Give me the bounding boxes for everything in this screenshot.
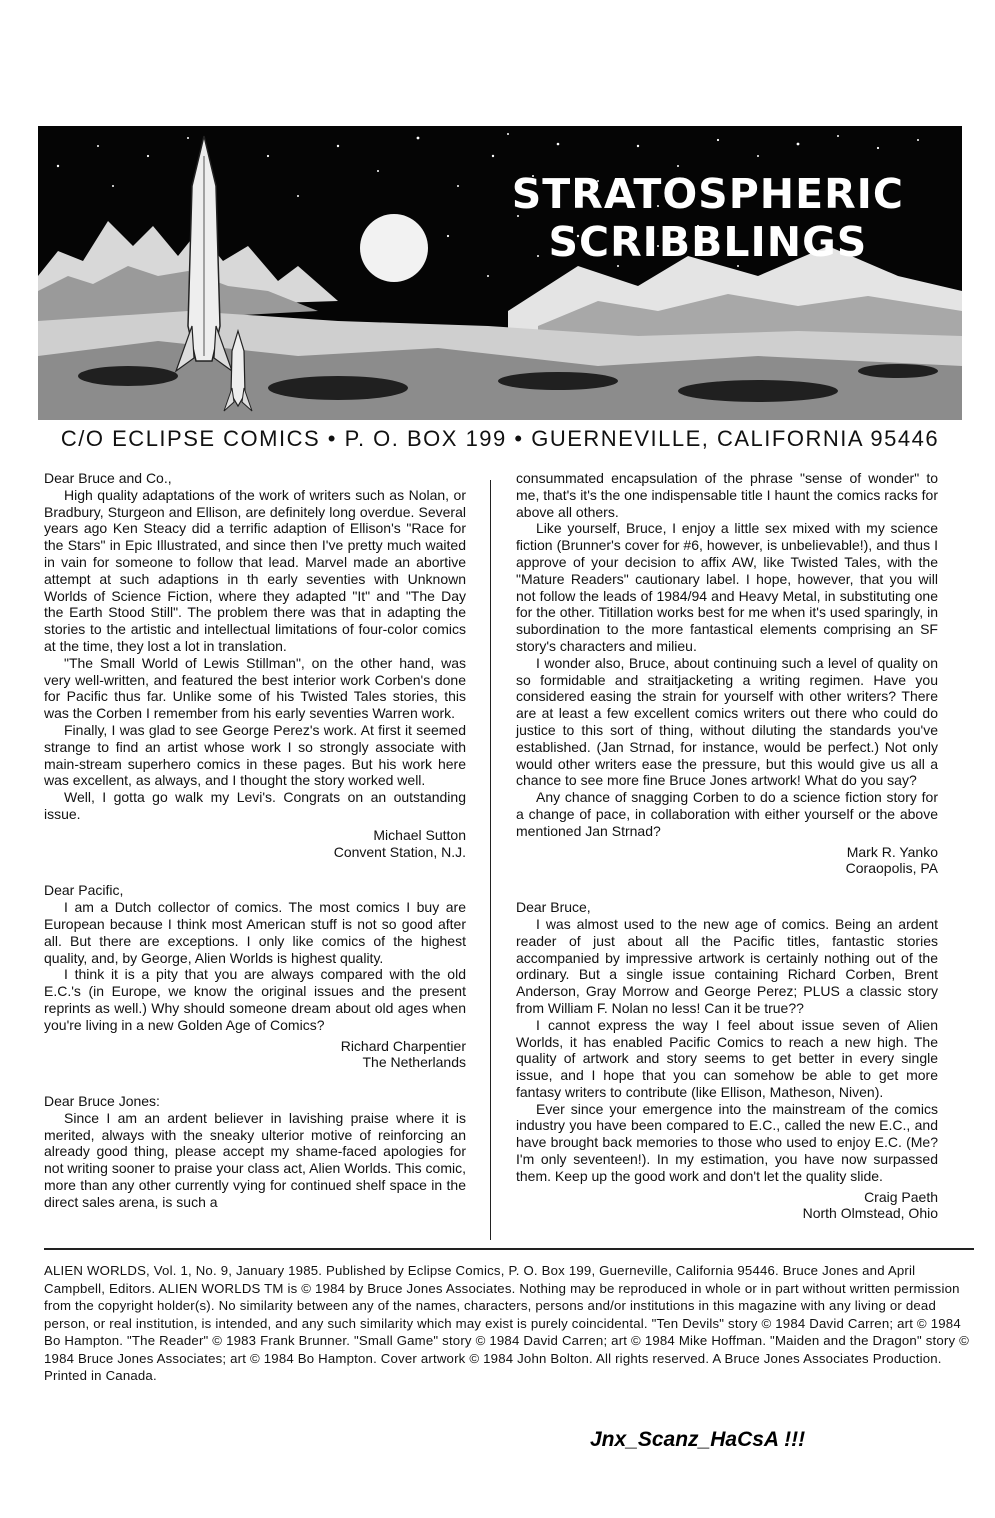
letter-salutation: Dear Pacific, (44, 882, 124, 899)
planet (360, 214, 428, 282)
letter-2 (44, 882, 466, 1071)
publication-colophon (44, 1262, 979, 1385)
colophon-text: ALIEN WORLDS, Vol. 1, No. 9, January 1985. Published by Eclipse Comics, P. O. Box 199, Guerneville, California 95446. Bruce Jones and April Campbell, Editors. ALIEN WORLDS TM is © 1984 by Bruce Jones Associates. Nothing may be reproduced in whole or in part without written permission from the copyright holder(s). No similarity between any of the names, characters, persons and/or institutions in this magazine with any living or dead person, or real institution, is intended, and any such similarity which may exist is purely coincidental. "Ten Devils" story © 1984 David Carren; art © 1984 Bo Hampton. "The Reader" © 1983 Frank Brunner. "Small Game" story © 1984 David Carren; art © 1984 Mike Hoffman. "Maiden and the Dragon" story © 1984 Bruce Jones Associates; art © 1984 Bo Hampton. Cover artwork © 1984 John Bolton. All rights reserved. A Bruce Jones Associates Production. Printed in Canada. (44, 1263, 970, 1383)
scan-credit: Jnx_Scanz_HaCsA !!! (590, 1428, 806, 1451)
header-illustration (38, 126, 962, 420)
title-line-1: STRATOSPHERIC (511, 170, 904, 218)
letter-signature (44, 827, 466, 861)
letter-signature (44, 1038, 466, 1072)
footer-divider (44, 1248, 974, 1250)
signature-place: The Netherlands (362, 1054, 466, 1071)
signature-name: Michael Sutton (373, 826, 466, 843)
signature-place: Convent Station, N.J. (333, 843, 466, 860)
letter-4 (516, 899, 938, 1222)
letter-paragraph: Since I am an ardent believer in lavishing praise where it is merited, always with the sneaky ulterior motive of reinforcing an already good thing, please accept my shame-faced apologies for not writing sooner to praise your class act, Alien Worlds. This comic, more than any other currently vying for continued shelf space in the direct sales arena, is such a (44, 1109, 466, 1210)
letters-column-left (44, 470, 466, 1233)
letter-1 (44, 470, 466, 860)
letter-salutation: Dear Bruce Jones: (44, 1093, 160, 1110)
letter-salutation: Dear Bruce and Co., (44, 470, 172, 486)
letter-paragraph: I am a Dutch collector of comics. The most comics I buy are European because I think most American stuff is not so good after all. But there are exceptions. I only like comics of the highest quality, and, by George, Alien Worlds is highest quality. (44, 899, 466, 966)
signature-name: Craig Paeth (864, 1188, 938, 1205)
signature-name: Richard Charpentier (340, 1037, 466, 1054)
letter-3-start (44, 1093, 466, 1211)
letter-paragraph: "The Small World of Lewis Stillman", on the other hand, was very well-written, and featured the best interior work Corben's done for Pacific thus far. Unlike some of his Twisted Tales stories, this was the Corben I remember from his early seventies Warren work. (44, 654, 466, 722)
letter-paragraph: Finally, I was glad to see George Perez's work. At first it seemed strange to find an artist whose work I so strongly associate with main-stream superhero comics in these pages. But his work here was excellent, as always, and I thought the story worked well. (44, 721, 466, 789)
letter-paragraph: Ever since your emergence into the mainstream of the comics industry you have been compared to E.C., called the new E.C., and have brought back memories to those who used to enjoy E.C. (Me? I'm only seventeen!). In my estimation, you have now surpassed them. Keep up the good work and don't let the quality slide. (516, 1100, 938, 1184)
letter-paragraph: Like yourself, Bruce, I enjoy a little sex mixed with my science fiction (Brunner's cover for #6, however, is unbelievable!), and thus I approve of your decision to affix AW, like Twisted Tales, with the "Mature Readers" cautionary label. I hope, however, that you will not follow the leads of 1984/94 and Heavy Metal, in substituting one for the other. Titillation works best for me when it's used sparingly, in subordination to the more fantastical elements comprising an SF story's characters and milieu. (516, 520, 938, 654)
signature-place: North Olmstead, Ohio (802, 1205, 938, 1222)
title-line-2: SCRIBBLINGS (548, 218, 868, 266)
letter-paragraph: Well, I gotta go walk my Levi's. Congrats on an outstanding issue. (44, 789, 466, 822)
letter-paragraph-continued: consummated encapsulation of the phrase "sense of wonder" to me, that's it's the one indispensable title I haunt the comics racks for above all others. (516, 470, 938, 520)
letter-signature (516, 844, 938, 878)
letter-salutation: Dear Bruce, (516, 899, 591, 916)
letter-signature (516, 1189, 938, 1223)
letter-paragraph: I think it is a pity that you are always compared with the old E.C.'s (in Europe, we know the original issues and the present reprints as well.) Why should someone dream about old ages when you're living in a new Golden Age of Comics? (44, 966, 466, 1033)
letter-paragraph: I wonder also, Bruce, about continuing such a level of quality on so formidable and straitjacketing a writing regimen. Have you considered easing the strain for yourself with other writers? There are at least a few excellent comics writers out there who could do justice to this sort of thing, without diluting the standards you've established. (Jan Strnad, for instance, would be perfect.) Not only would other writers ease the pressure, but this would give us all a chance to see more fine Bruce Jones artwork! What do you say? (516, 654, 938, 789)
letter-paragraph: I cannot express the way I feel about issue seven of Alien Worlds, it has enabled Pacific Comics to reach a new high. The quality of artwork and story seems to get better in every single issue, and I hope that you can somehow be able to get more fantasy writers to contribute (like Ellison, Matheson, Niven). (516, 1016, 938, 1100)
letter-3-end (516, 470, 938, 877)
signature-place: Coraopolis, PA (845, 860, 938, 877)
signature-name: Mark R. Yanko (846, 843, 938, 860)
letter-paragraph: Any chance of snagging Corben to do a science fiction story for a change of pace, in collaboration with either yourself or the above mentioned Jan Strnad? (516, 789, 938, 839)
letters-column-right (516, 470, 938, 1244)
column-divider (490, 480, 491, 1240)
mailing-address: C/O ECLIPSE COMICS • P. O. BOX 199 • GUERNEVILLE, CALIFORNIA 95446 (60, 426, 940, 451)
section-title (512, 170, 904, 266)
letter-paragraph: I was almost used to the new age of comics. Being an ardent reader of just about all the Pacific titles, fantastic stories accompanied by impressive artwork is certainly nothing out of the ordinary. But a single issue containing Richard Corben, Brent Anderson, Gray Morrow and George Perez; PLUS a classic story from William F. Nolan no less! Can it be true?? (516, 915, 938, 1016)
letter-paragraph: High quality adaptations of the work of writers such as Nolan, or Bradbury, Sturgeon and Ellison, are definitely long overdue. Several years ago Ken Steacy did a terrific adaption of Ellison's "Race for the Stars" in Epic Illustrated, and since then I've pretty much waited in vain for someone to follow that lead. Marvel made an abortive attempt at such adaptions in th early seventies with Unknown Worlds of Science Fiction, where they adapted "It" and "The Day the Earth Stood Still". The problem there was that in adapting the stories to the artistic and intellectual limitations of four-color comics at the time, they lost a lot in translation. (44, 486, 466, 654)
